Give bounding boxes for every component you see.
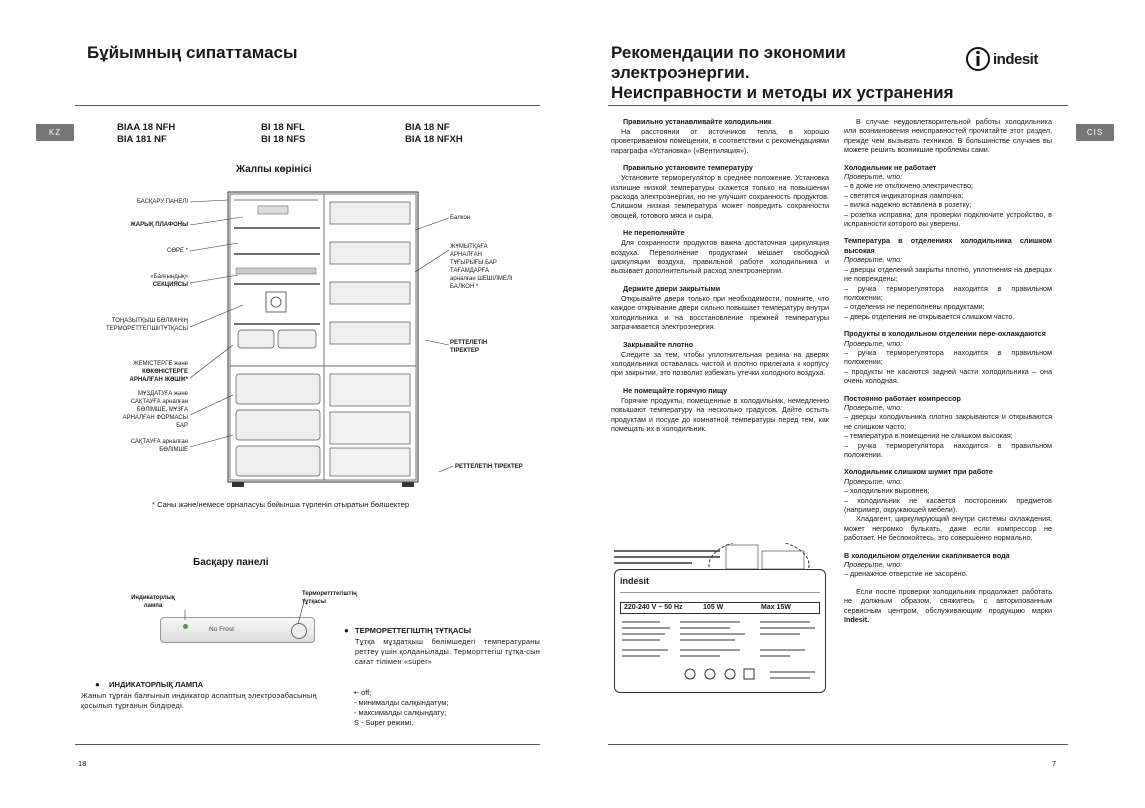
model-col-1 bbox=[117, 122, 175, 146]
model-name: BI 18 NFL bbox=[261, 122, 305, 133]
problem-block bbox=[844, 236, 1052, 321]
label-crisper-1: ЖЕМІСТЕРГЕ және bbox=[133, 361, 188, 367]
tip-text: Для сохранности продуктов важна достаточная циркуляция воздуха. Переполнение продуктами мешает свободной циркуляции воздуха, правильной работе холодильника и вызывает дополнительный расход электроэнергии. bbox=[611, 238, 829, 276]
title-line: Рекомендации по экономии bbox=[611, 43, 846, 62]
label-freezer-1: МҰЗДАТУҒА және bbox=[138, 391, 188, 397]
tip-block bbox=[611, 163, 829, 220]
indicator-caption-line: Индикаторлық bbox=[131, 595, 175, 601]
lang-tab-cis: CIS bbox=[1076, 124, 1114, 141]
right-top-rule bbox=[608, 105, 1068, 106]
label-freezer-2: САҚТАУҒА арналған bbox=[130, 399, 188, 405]
problem-check: Проверьте, что: bbox=[844, 402, 903, 412]
label-balcony: Балкон bbox=[450, 215, 471, 221]
tip-title: Правильно устанавливайте холодильник bbox=[623, 117, 772, 126]
label-crisper-3: АРНАЛҒАН ЖӘШІК* bbox=[129, 377, 188, 383]
plate-brand: indesit bbox=[620, 576, 650, 586]
problem-title: Постоянно работает компрессор bbox=[844, 393, 961, 403]
indicator-caption-line: лампа bbox=[143, 603, 163, 609]
label-feet-2: ТІРЕКТЕР bbox=[450, 348, 479, 354]
title-line: электроэнергии. bbox=[611, 63, 750, 82]
indicator-text: Жанып тұрған балғынып индикатор аспаптың электроэабасының қосылып тұрғанын білдіреді. bbox=[81, 691, 317, 710]
tip-title: Правильно установите температуру bbox=[623, 163, 753, 173]
problem-check: Проверьте, что: bbox=[844, 255, 903, 265]
problem-line: – отделения не переполнены продуктами; bbox=[844, 302, 985, 312]
tip-title: Держите двери закрытыми bbox=[623, 283, 721, 293]
label-storage-1: САҚТАУҒА арналған bbox=[130, 439, 188, 445]
label-freezer-4: АРНАЛҒАН ФОРМАСЫ bbox=[122, 415, 188, 421]
problem-line: Хладагент, циркулирующий внутри системы охлаждения, может негромко булькать, даже если компрессор не работает. Не беспокойтесь, это совершенно нормально. bbox=[844, 514, 1052, 543]
problem-line: – в доме не отключено электричество; bbox=[844, 181, 973, 191]
label-control-panel: БАСҚАРУ ПАНЕЛІ bbox=[136, 199, 188, 205]
tip-block bbox=[611, 284, 829, 332]
label-adjustable-feet: РЕТТЕЛЕТІН ТІРЕКТЕР bbox=[455, 464, 523, 470]
label-egg-2: АРНАЛҒАН bbox=[450, 252, 482, 258]
label-light: ЖАРЫҚ ПЛАФОНЫ bbox=[130, 222, 188, 228]
problem-block bbox=[844, 163, 1052, 229]
tip-block bbox=[611, 340, 829, 378]
left-top-rule bbox=[75, 105, 540, 106]
problem-line: – дверцы холодильника плотно закрываются и открываются не слишком часто; bbox=[844, 412, 1052, 431]
problem-line: – вилка надежно вставлена в розетку; bbox=[844, 200, 972, 210]
indesit-logo-text: indesit bbox=[993, 50, 1038, 68]
rating-plate bbox=[614, 569, 826, 693]
panel-leaders bbox=[150, 590, 330, 625]
model-name: BIA 18 NFXH bbox=[405, 134, 463, 145]
outro-text: Если после проверки холодильник продолжает работать не должным образом, свяжитесь с авторизованным сервисным центром, обслуживающим продукцию марки bbox=[844, 586, 1052, 615]
label-egg-6: БАЛКОН * bbox=[450, 284, 479, 290]
tip-text: Горячие продукты, помещенные в холодильник, немедленно повышают температуру на несколько градусов. Дайте остыть продуктам и посуде до комнатной температуры перед тем, как помещать их в холодильник. bbox=[611, 395, 829, 433]
thermostat-knob[interactable] bbox=[291, 623, 307, 639]
indesit-logo-icon bbox=[965, 46, 991, 72]
model-name: BIAA 18 NFH bbox=[117, 122, 176, 133]
legend-item: S - Super режимі. bbox=[354, 718, 414, 727]
problem-line: – ручка терморегулятора находится в правильном положении; bbox=[844, 283, 1052, 302]
problem-line: – ручка терморегулятора находится в правильном положении. bbox=[844, 440, 1052, 459]
recommendations-column bbox=[611, 117, 829, 441]
label-feet-1: РЕТТЕЛЕТІН bbox=[450, 340, 488, 346]
right-page-number: 7 bbox=[1052, 759, 1057, 768]
troubleshooting-column bbox=[844, 117, 1052, 625]
plate-lamp: Max 15W bbox=[761, 604, 791, 611]
bullet-icon: ● bbox=[344, 626, 349, 635]
leader-lines-left bbox=[188, 195, 248, 455]
plate-small-print bbox=[620, 618, 820, 688]
thermo-caption-line: Терморетттегіштің bbox=[302, 591, 357, 597]
thermo-heading: ТЕРМОРЕТТЕГІШТІҢ ТҰТҚАСЫ bbox=[355, 626, 472, 635]
plate-voltage: 220-240 V ~ 50 Hz bbox=[624, 604, 683, 611]
left-page-number: 18 bbox=[78, 759, 87, 768]
title-line: Неисправности и методы их устранения bbox=[611, 83, 954, 102]
problem-line: – розетка исправна; для проверки подключите устройство, в исправности которого вы уверены. bbox=[844, 209, 1052, 229]
tip-text: На расстоянии от источников тепла, в хорошо проветриваемом помещении, в соответствии с рекомендациями параграфа «Установка» («Вентиляция»). bbox=[611, 127, 829, 155]
problem-title: Холодильник слишком шумит при работе bbox=[844, 467, 993, 477]
tip-text: Открывайте двери только при необходимости, помните, что каждое открывание двери сильно повышает температуру внутри холодильника и на восстановление прежней температуры затрачивается электроэнергия. bbox=[611, 293, 829, 332]
problem-line: – продукты не касаются задней части холодильника – она очень холодная. bbox=[844, 366, 1052, 386]
thermo-caption-line: тұтқасы bbox=[302, 599, 327, 605]
problem-title: Продукты в холодильном отделении пере-охлаждаются bbox=[844, 329, 1046, 339]
tip-title: Не помещайте горячую пищу bbox=[623, 385, 728, 395]
problem-line: – дверцы отделений закрыты плотно, уплотнения на дверцах не повреждены; bbox=[844, 264, 1052, 284]
label-egg-5: арналған ШЕШІЛМЕЛІ bbox=[450, 276, 513, 282]
indicator-heading: ИНДИКАТОРЛЫҚ ЛАМПА bbox=[109, 680, 204, 689]
rating-plate-illustration bbox=[612, 543, 832, 698]
right-bottom-rule bbox=[608, 744, 1068, 745]
label-egg-3: ТҰҒЫРЫҒЫ БАР bbox=[450, 260, 497, 266]
problem-title: В холодильном отделении скапливается вода bbox=[844, 550, 1010, 560]
problem-line: – дренажное отверстие не засорено. bbox=[844, 569, 968, 579]
bullet-icon: ● bbox=[95, 680, 100, 689]
problem-line: – холодильник не касается посторонних предметов (например, окружающей мебели). bbox=[844, 495, 1052, 515]
tip-title: Закрывайте плотно bbox=[623, 339, 694, 349]
plate-power: 105 W bbox=[703, 604, 724, 611]
label-storage-2: БӨЛІМШЕ bbox=[159, 447, 188, 453]
label-freshness: «Балғындық» bbox=[150, 274, 188, 280]
general-view-title: Жалпы көрінісі bbox=[236, 164, 312, 175]
legend-item: - максималды салқындату; bbox=[354, 708, 447, 717]
legend-item: •- off; bbox=[354, 688, 372, 697]
problem-check: Проверьте, что: bbox=[844, 560, 903, 570]
tip-text: Установите терморегулятор в среднее положение. Установка излишне низкой температуры скажется только на повышении расхода электроэнергии, но не улучшит сохранность продуктов. Слишком низкая температура может повредить сохранности овощей, готового мяса и сыра. bbox=[611, 173, 829, 220]
lang-tab-kz: KZ bbox=[36, 124, 74, 141]
panel-label: No Frost bbox=[209, 626, 234, 633]
problem-line: – температура в помещении не слишком высокая; bbox=[844, 431, 1013, 441]
tip-title: Не переполняйте bbox=[623, 228, 685, 238]
plate-power-row bbox=[620, 602, 820, 614]
problem-check: Проверьте, что: bbox=[844, 476, 903, 486]
model-col-2 bbox=[261, 122, 305, 146]
model-col-3 bbox=[405, 122, 463, 146]
plate-rule bbox=[620, 592, 820, 593]
model-name: BI 18 NFS bbox=[261, 134, 306, 145]
tip-text: Следите за тем, чтобы уплотнительная резина на дверях холодильника оставалась чистой и плотно прилегала к корпусу при закрытии, это позволит избежать утечки холодного воздуха. bbox=[611, 349, 829, 378]
label-crisper-2: КӨКӨНІСТЕРГЕ bbox=[142, 369, 188, 375]
label-freezer-3: БӨЛІМШЕ, МҰЗҒА bbox=[136, 407, 188, 413]
problem-block bbox=[844, 329, 1052, 385]
left-page-title: Бұйымның сипаттамасы bbox=[87, 43, 298, 62]
problem-line: – светится индикаторная лампочка; bbox=[844, 190, 964, 200]
problem-check: Проверьте, что: bbox=[844, 172, 903, 182]
tip-block bbox=[611, 386, 829, 434]
tip-block bbox=[611, 228, 829, 276]
label-egg-4: ТАҒАМДАРҒА bbox=[450, 268, 490, 274]
problem-line: – дверь отделения не открывается слишком часто. bbox=[844, 311, 1015, 321]
control-panel-title: Басқару панелі bbox=[193, 557, 269, 568]
left-bottom-rule bbox=[75, 744, 540, 745]
leader-lines-right bbox=[405, 210, 455, 472]
label-fridge-thermostat-2: ТЕРМОРЕТТЕГІШІ/ТҰТҚАСЫ bbox=[105, 326, 188, 332]
tip-block bbox=[611, 117, 829, 155]
label-fridge-thermostat-1: ТОҢАЗЫТҚЫШ БӨЛІМІНІҢ bbox=[111, 318, 188, 324]
thermo-legend bbox=[354, 688, 544, 728]
problem-block bbox=[844, 467, 1052, 542]
problem-title: Температура в отделениях холодильника слишком высокая bbox=[844, 236, 1052, 255]
model-name: BIA 181 NF bbox=[117, 134, 167, 145]
problem-title: Холодильник не работает bbox=[844, 162, 937, 172]
model-name: BIA 18 NF bbox=[405, 122, 450, 133]
problem-line: – холодильник выровнен; bbox=[844, 486, 930, 496]
right-page-title bbox=[611, 43, 954, 103]
problem-block bbox=[844, 394, 1052, 460]
label-shelf: СӨРЕ * bbox=[166, 248, 188, 254]
footnote: * Саны және/немесе орналасуы бойынша түрленіп отыратын бөлшектер bbox=[152, 500, 410, 509]
label-section: СЕКЦИЯСЫ bbox=[152, 282, 188, 288]
label-egg-1: ЖҰМЫТҚАҒА bbox=[450, 244, 488, 250]
outro-brand: Indesit. bbox=[844, 615, 870, 625]
thermo-text: Тұтқа мұздатқыш бөлімшедегі температураны реттеу үшін қолданылады. Терморттегіш тұтқа-сын сағат тілімен «super» bbox=[355, 637, 540, 666]
problem-block bbox=[844, 551, 1052, 579]
problem-line: – ручка терморегулятора находится в правильном положении; bbox=[844, 347, 1052, 367]
troubleshooting-outro bbox=[844, 587, 1052, 625]
indesit-logo bbox=[965, 46, 1038, 72]
troubleshooting-intro: В случае неудовлетворительной работы холодильника или возникновения неисправностей прочитайте этот раздел, прежде чем вызывать техников. В большинстве случаев вы можете решить возникшие проблемы сами. bbox=[844, 117, 1052, 155]
legend-item: - минималды салқындатум; bbox=[354, 698, 449, 707]
label-freezer-5: БАР bbox=[176, 423, 188, 429]
problem-check: Проверьте, что: bbox=[844, 338, 903, 348]
